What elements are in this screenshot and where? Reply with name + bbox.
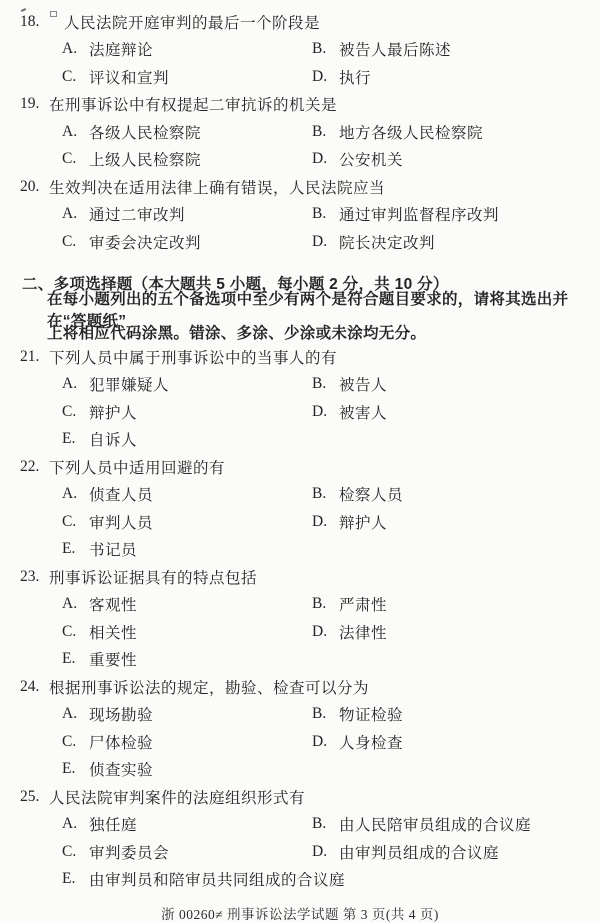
option-label: C. [62, 732, 77, 750]
option-label: E. [62, 760, 76, 778]
option-label: D. [312, 512, 328, 530]
option-a [62, 813, 312, 835]
option-a [62, 121, 312, 143]
option-c [62, 841, 312, 863]
question-text: 刑事诉讼证据具有的特点包括 [49, 569, 258, 587]
option-label: C. [62, 842, 77, 860]
option-label: A. [62, 595, 78, 613]
option-label: A. [62, 122, 78, 140]
option-label: B. [312, 815, 327, 833]
question-number: 19. [20, 95, 40, 113]
option-label: A. [62, 40, 78, 58]
option-a [62, 483, 312, 505]
option-label: A. [62, 485, 78, 503]
question-text: 人民法院审判案件的法庭组织形式有 [49, 789, 306, 807]
option-label: B. [312, 485, 327, 503]
option-c [62, 621, 312, 643]
option-text: 院长决定改判 [339, 234, 436, 252]
option-c [62, 231, 312, 253]
question-18 [0, 8, 600, 91]
option-label: E. [62, 540, 76, 558]
option-c [62, 731, 312, 753]
option-label: D. [312, 732, 328, 750]
option-label: D. [312, 67, 328, 85]
option-text: 检察人员 [339, 487, 404, 505]
option-b [312, 593, 387, 615]
option-b [312, 813, 531, 835]
option-b [312, 121, 483, 143]
option-text: 辩护人 [89, 404, 138, 422]
option-a [62, 38, 312, 60]
option-d [312, 66, 371, 88]
option-label: B. [312, 375, 327, 393]
option-text: 严肃性 [339, 597, 388, 615]
option-text: 侦查人员 [89, 487, 154, 505]
option-d [312, 401, 387, 423]
option-text: 执行 [339, 69, 372, 87]
option-label: D. [312, 842, 328, 860]
option-label: B. [312, 40, 327, 58]
option-text: 物证检验 [339, 707, 404, 725]
option-label: A. [62, 375, 78, 393]
option-text: 由审判员和陪审员共同组成的合议庭 [89, 872, 346, 890]
option-label: C. [62, 402, 77, 420]
option-b [312, 203, 499, 225]
option-text: 重要性 [89, 652, 138, 670]
option-label: C. [62, 232, 77, 250]
option-label: A. [62, 815, 78, 833]
option-text: 地方各级人民检察院 [339, 124, 484, 142]
option-label: B. [312, 595, 327, 613]
option-label: D. [312, 150, 328, 168]
option-b [312, 373, 387, 395]
option-a [62, 203, 312, 225]
option-text: 被告人 [339, 377, 388, 395]
question-20 [0, 173, 600, 256]
option-label: E. [62, 650, 76, 668]
option-label: D. [312, 232, 328, 250]
option-text: 公安机关 [339, 152, 404, 170]
page-footer: 浙 00260≠ 刑事诉讼法学试题 第 3 页(共 4 页) [161, 907, 439, 922]
option-label: D. [312, 402, 328, 420]
option-text: 各级人民检察院 [89, 124, 202, 142]
option-text: 通过审判监督程序改判 [339, 207, 500, 225]
option-label: B. [312, 122, 327, 140]
question-24 [0, 673, 600, 783]
question-number: 18. [20, 12, 40, 30]
option-label: C. [62, 150, 77, 168]
option-text: 被害人 [339, 404, 388, 422]
option-c [62, 148, 312, 170]
option-text: 上级人民检察院 [89, 152, 202, 170]
option-text: 独任庭 [89, 817, 138, 835]
question-text: 人民法院开庭审判的最后一个阶段是 [64, 14, 321, 32]
question-21 [0, 343, 600, 453]
option-text: 审判人员 [89, 514, 154, 532]
option-text: 通过二审改判 [89, 207, 186, 225]
option-a [62, 593, 312, 615]
option-a [62, 703, 312, 725]
question-text: 在刑事诉讼中有权提起二审抗诉的机关是 [49, 97, 338, 115]
option-text: 辩护人 [339, 514, 388, 532]
option-text: 相关性 [89, 624, 138, 642]
option-c [62, 511, 312, 533]
scan-artifact-box [50, 11, 57, 17]
option-text: 自诉人 [89, 432, 138, 450]
option-d [312, 511, 387, 533]
question-22 [0, 453, 600, 563]
option-d [312, 841, 499, 863]
option-text: 审委会决定改判 [89, 234, 202, 252]
option-text: 犯罪嫌疑人 [89, 377, 170, 395]
option-text: 被告人最后陈述 [339, 42, 452, 60]
question-number: 25. [20, 787, 40, 805]
option-text: 评议和宣判 [89, 69, 170, 87]
question-text: 生效判决在适用法律上确有错误，人民法院应当 [49, 179, 386, 197]
option-d [312, 231, 435, 253]
option-text: 法庭辩论 [89, 42, 154, 60]
question-text: 根据刑事诉讼法的规定，勘验、检查可以分为 [49, 679, 370, 697]
option-label: C. [62, 67, 77, 85]
option-d [312, 148, 403, 170]
option-label: C. [62, 622, 77, 640]
option-text: 尸体检验 [89, 734, 154, 752]
option-c [62, 401, 312, 423]
option-e [62, 648, 137, 670]
option-text: 由审判员组成的合议庭 [339, 844, 500, 862]
option-d [312, 621, 387, 643]
option-text: 人身检查 [339, 734, 404, 752]
option-label: B. [312, 705, 327, 723]
option-b [312, 483, 403, 505]
option-b [312, 703, 403, 725]
option-text: 客观性 [89, 597, 138, 615]
section-title: 二、多项选择题（本大题共 5 小题，每小题 2 分，共 10 分） [22, 276, 449, 294]
question-number: 21. [20, 347, 40, 365]
option-text: 书记员 [89, 542, 138, 560]
option-e [62, 868, 345, 890]
question-number: 20. [20, 177, 40, 195]
section-2-header [0, 270, 600, 344]
question-25 [0, 783, 600, 893]
option-label: A. [62, 205, 78, 223]
section-instruction-line-1: 在每小题列出的五个备选项中至少有两个是符合题目要求的，请将其选出并在“答题纸” [47, 290, 569, 330]
question-19 [0, 91, 600, 174]
question-number: 22. [20, 457, 40, 475]
question-23 [0, 563, 600, 673]
question-number: 23. [20, 567, 40, 585]
option-text: 法律性 [339, 624, 388, 642]
option-text: 由人民陪审员组成的合议庭 [339, 817, 532, 835]
option-label: A. [62, 705, 78, 723]
option-label: D. [312, 622, 328, 640]
option-label: E. [62, 870, 76, 888]
option-label: C. [62, 512, 77, 530]
option-e [62, 758, 153, 780]
option-label: B. [312, 205, 327, 223]
question-number: 24. [20, 677, 40, 695]
section-instruction-line-2: 上将相应代码涂黑。错涂、多涂、少涂或未涂均无分。 [47, 324, 427, 342]
option-d [312, 731, 403, 753]
option-label: E. [62, 430, 76, 448]
question-text: 下列人员中适用回避的有 [49, 459, 226, 477]
option-b [312, 38, 451, 60]
option-e [62, 428, 137, 450]
option-c [62, 66, 312, 88]
option-e [62, 538, 137, 560]
option-text: 侦查实验 [89, 762, 154, 780]
question-text: 下列人员中属于刑事诉讼中的当事人的有 [49, 349, 338, 367]
option-text: 审判委员会 [89, 844, 170, 862]
option-text: 现场勘验 [89, 707, 154, 725]
option-a [62, 373, 312, 395]
